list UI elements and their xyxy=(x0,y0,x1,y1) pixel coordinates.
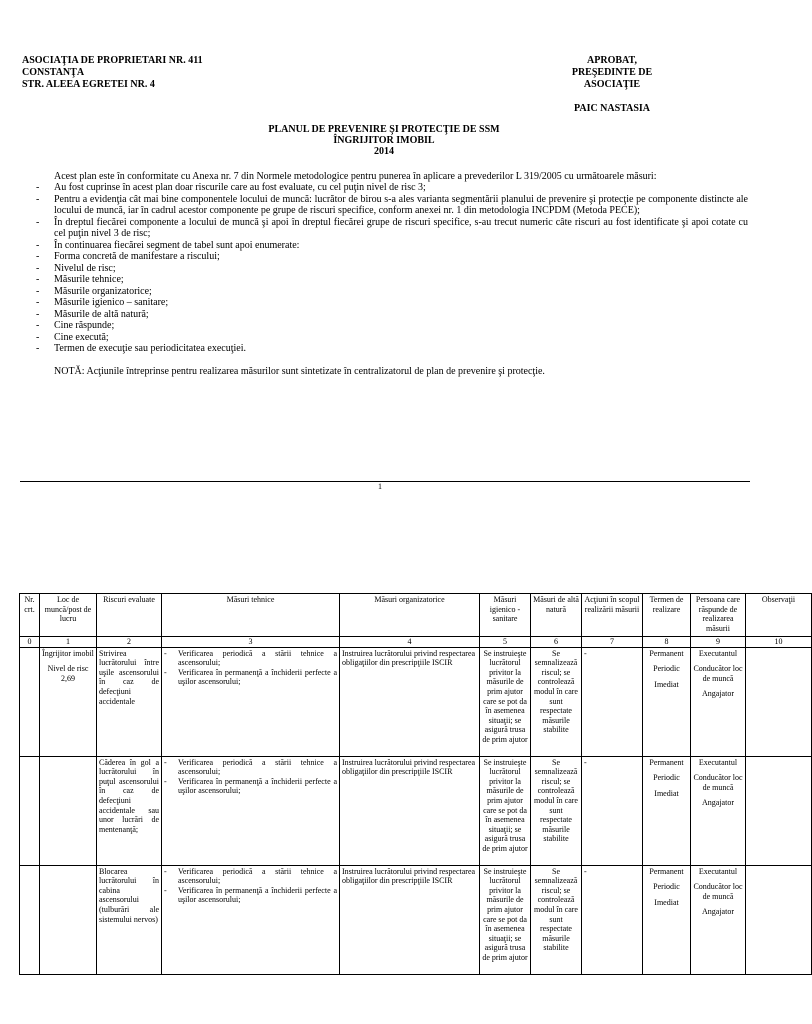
list-item: - Măsurile igienico – sanitare; xyxy=(36,297,748,309)
list-item: - Cine execută; xyxy=(36,332,748,344)
list-item: - Nivelul de risc; xyxy=(36,263,748,275)
row-number xyxy=(20,647,40,756)
column-number-row xyxy=(20,637,812,648)
technical-measures-cell xyxy=(162,647,340,756)
list-item: - Măsurile de altă natură; xyxy=(36,309,748,321)
list-item: - Măsurile organizatorice; xyxy=(36,286,748,298)
deadline-item: Periodic xyxy=(653,664,680,674)
responsible-item: Angajator xyxy=(702,798,734,808)
column-number: 9 xyxy=(691,637,746,648)
risk-cell: Căderea în gol a lucrătorului în puţul ascensorului în caz de defecţiuni accidentale sau unor lucrări de mentenanţă; xyxy=(97,756,162,865)
risk-cell: Blocarea lucrătorului în cabina ascensorului (tulburări ale sistemului nervos) xyxy=(97,865,162,974)
observations-cell xyxy=(746,756,812,865)
table-row xyxy=(20,647,812,756)
other-measures-cell: Se semnalizează riscul; se controlează modul în care sunt respectate măsurile stabilite xyxy=(531,865,582,974)
responsible-item: Executantul xyxy=(698,757,738,767)
observations-cell xyxy=(746,865,812,974)
deadline-item: Imediat xyxy=(654,788,679,798)
responsible-item: Conducător loc de muncă xyxy=(693,773,743,792)
deadline-cell xyxy=(643,756,691,865)
column-header-other: Măsuri de altă natură xyxy=(531,594,582,637)
column-number: 6 xyxy=(531,637,582,648)
signatory-name: PAIC NASTASIA xyxy=(573,103,651,114)
list-item: - Forma concretă de manifestare a riscului; xyxy=(36,251,748,263)
responsible-item: Conducător loc de muncă xyxy=(693,882,743,901)
document-title xyxy=(0,124,768,157)
deadline-cell xyxy=(643,865,691,974)
measures-list xyxy=(36,182,748,355)
technical-measure: - Verificarea în permanenţă a închiderii perfecte a uşilor ascensorului; xyxy=(164,886,337,905)
note-paragraph: NOTĂ: Acţiunile întreprinse pentru realizarea măsurilor sunt sintetizate în centralizatorul de plan de prevenire şi protecţie. xyxy=(54,366,545,377)
responsible-cell xyxy=(691,865,746,974)
responsible-cell xyxy=(691,647,746,756)
organizational-measures-cell: Instruirea lucrătorului privind respectarea obligaţiilor din prescripţiile ISCIR xyxy=(340,865,480,974)
page-divider xyxy=(20,481,750,482)
list-item: - Au fost cuprinse în acest plan doar riscurile care au fost evaluate, cu cel puţin nivel de risc 3; xyxy=(36,182,748,194)
column-number: 2 xyxy=(97,637,162,648)
hygiene-measures-cell: Se instruieşte lucrătorul privitor la măsurile de prim ajutor care se pot da în asemenea situaţii; se asigură trusa de prim ajutor xyxy=(480,647,531,756)
approval-label: APROBAT, xyxy=(587,55,637,66)
column-header-obs: Observaţii xyxy=(746,594,812,637)
column-header-igien: Măsuri igienico - sanitare xyxy=(480,594,531,637)
actions-cell: - xyxy=(582,647,643,756)
risk-level: Nivel de risc 2,69 xyxy=(47,664,89,683)
responsible-cell xyxy=(691,756,746,865)
column-number: 5 xyxy=(480,637,531,648)
deadline-item: Periodic xyxy=(653,882,680,892)
workplace-cell xyxy=(40,865,97,974)
org-city: CONSTANŢA xyxy=(22,67,85,78)
responsible-item: Angajator xyxy=(702,907,734,917)
table-row xyxy=(20,865,812,974)
workplace-cell xyxy=(40,647,97,756)
column-header-nr: Nr. crt. xyxy=(20,594,40,637)
column-number: 7 xyxy=(582,637,643,648)
workplace-cell xyxy=(40,756,97,865)
organizational-measures-cell: Instruirea lucrătorului privind respectarea obligaţiilor din prescripţiile ISCIR xyxy=(340,756,480,865)
row-number xyxy=(20,756,40,865)
technical-measure: - Verificarea în permanenţă a închiderii perfecte a uşilor ascensorului; xyxy=(164,668,337,687)
column-header-loc: Loc de muncă/post de lucru xyxy=(40,594,97,637)
deadline-item: Imediat xyxy=(654,679,679,689)
workplace-name: Îngrijitor imobil xyxy=(42,648,94,658)
table-header-row xyxy=(20,594,812,637)
approval-role: PREŞEDINTE DE ASOCIAŢIE xyxy=(571,67,653,90)
hygiene-measures-cell: Se instruieşte lucrătorul privitor la măsurile de prim ajutor care se pot da în asemenea situaţii; se asigură trusa de prim ajutor xyxy=(480,756,531,865)
column-number: 0 xyxy=(20,637,40,648)
approval-block xyxy=(548,55,676,115)
org-address: STR. ALEEA EGRETEI NR. 4 xyxy=(22,79,155,90)
other-measures-cell: Se semnalizează riscul; se controlează modul în care sunt respectate măsurile stabilite xyxy=(531,647,582,756)
technical-measure: - Verificarea în permanenţă a închiderii perfecte a uşilor ascensorului; xyxy=(164,777,337,796)
column-number: 1 xyxy=(40,637,97,648)
row-number xyxy=(20,865,40,974)
responsible-item: Executantul xyxy=(698,648,738,658)
technical-measures-cell xyxy=(162,865,340,974)
list-item: - În dreptul fiecărei componente a locului de muncă şi apoi în dreptul fiecărei grupe de riscuri specifice, s-au trecut numeric câte riscuri au fost identificate şi apoi cotate cu cel puţin nivel 3 de risc; xyxy=(36,217,748,240)
deadline-item: Periodic xyxy=(653,773,680,783)
technical-measure: - Verificarea periodică a stării tehnice a ascensorului; xyxy=(164,649,337,668)
responsible-item: Angajator xyxy=(702,689,734,699)
list-item: - Pentru a evidenţia cât mai bine componentele locului de muncă: lucrător de birou s-a ales varianta segmentării planului de prevenire şi protecţie pe componente distincte ale locului de muncă, iar în cadrul acestor componente pe grupe de riscuri specifice, conform anexei nr. 1 din metodologia INCPDM (Metoda PECE); xyxy=(36,194,748,217)
column-number: 10 xyxy=(746,637,812,648)
column-header-risk: Riscuri evaluate xyxy=(97,594,162,637)
column-number: 8 xyxy=(643,637,691,648)
column-header-org: Măsuri organizatorice xyxy=(340,594,480,637)
prevention-plan-table xyxy=(19,593,812,975)
risk-cell: Strivirea lucrătorului între uşile ascensorului în caz de defecţiuni accidentale xyxy=(97,647,162,756)
org-name: ASOCIAŢIA DE PROPRIETARI NR. 411 xyxy=(22,55,203,66)
hygiene-measures-cell: Se instruieşte lucrătorul privitor la măsurile de prim ajutor care se pot da în asemenea situaţii; se asigură trusa de prim ajutor xyxy=(480,865,531,974)
deadline-item: Imediat xyxy=(654,897,679,907)
technical-measure: - Verificarea periodică a stării tehnice a ascensorului; xyxy=(164,867,337,886)
title-year: 2014 xyxy=(374,146,394,157)
title-line-2: ÎNGRIJITOR IMOBIL xyxy=(333,135,435,146)
organization-block xyxy=(22,55,203,91)
column-number: 3 xyxy=(162,637,340,648)
observations-cell xyxy=(746,647,812,756)
column-header-actions: Acţiuni în scopul realizării măsurii xyxy=(582,594,643,637)
list-item: - Termen de execuţie sau periodicitatea execuţiei. xyxy=(36,343,748,355)
title-line-1: PLANUL DE PREVENIRE ŞI PROTECŢIE DE SSM xyxy=(268,124,500,135)
page-number: 1 xyxy=(378,482,382,491)
list-item: - Măsurile tehnice; xyxy=(36,274,748,286)
deadline-item: Permanent xyxy=(649,648,684,658)
intro-paragraph: Acest plan este în conformitate cu Anexa nr. 7 din Normele metodologice pentru punerea în aplicare a prevederilor L 319/2005 cu următoarele măsuri: xyxy=(54,171,657,182)
list-item: - Cine răspunde; xyxy=(36,320,748,332)
responsible-item: Conducător loc de muncă xyxy=(693,664,743,683)
column-header-resp: Persoana care răspunde de realizarea măsurii xyxy=(691,594,746,637)
technical-measures-cell xyxy=(162,756,340,865)
column-header-tech: Măsuri tehnice xyxy=(162,594,340,637)
actions-cell: - xyxy=(582,756,643,865)
list-item: - În continuarea fiecărei segment de tabel sunt apoi enumerate: xyxy=(36,240,748,252)
column-number: 4 xyxy=(340,637,480,648)
responsible-item: Executantul xyxy=(698,866,738,876)
actions-cell: - xyxy=(582,865,643,974)
technical-measure: - Verificarea periodică a stării tehnice a ascensorului; xyxy=(164,758,337,777)
deadline-cell xyxy=(643,647,691,756)
column-header-term: Termen de realizare xyxy=(643,594,691,637)
table-row xyxy=(20,756,812,865)
deadline-item: Permanent xyxy=(649,757,684,767)
other-measures-cell: Se semnalizează riscul; se controlează modul în care sunt respectate măsurile stabilite xyxy=(531,756,582,865)
organizational-measures-cell: Instruirea lucrătorului privind respectarea obligaţiilor din prescripţiile ISCIR xyxy=(340,647,480,756)
deadline-item: Permanent xyxy=(649,866,684,876)
